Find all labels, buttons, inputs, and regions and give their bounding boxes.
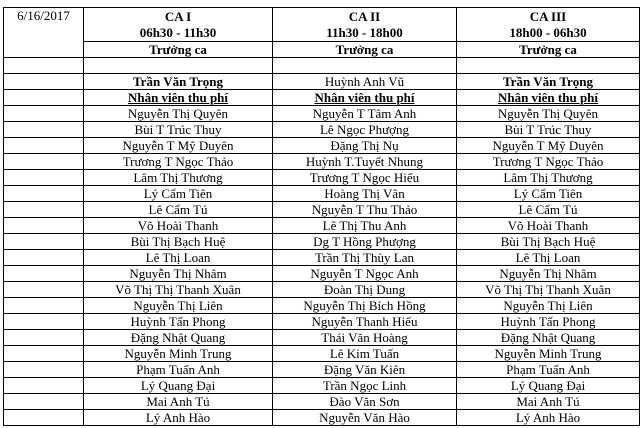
table-row [4,186,640,202]
staff-name-cell: Nguyễn Thị Quyên [457,106,640,122]
staff-name-cell: Lê Cẩm Tú [457,202,640,218]
section-row [4,90,640,106]
staff-name-cell: Đặng Nhật Quang [457,330,640,346]
table-row [4,330,640,346]
staff-name-cell: Đặng Thị Nụ [273,138,457,154]
staff-name-cell: Bùi Thị Bạch Huệ [457,234,640,250]
table-row [4,314,640,330]
table-row [4,378,640,394]
table-row [4,250,640,266]
staff-name-cell: Lê Thị Loan [84,250,273,266]
staff-name-cell: Nguyễn T Mỹ Duyên [457,138,640,154]
section-label-1: Nhân viên thu phí [84,90,273,106]
staff-name-cell: Trương T Ngọc Thảo [84,154,273,170]
staff-name-cell: Phạm Tuấn Anh [457,362,640,378]
table-row [4,218,640,234]
date-cell: 6/16/2017 [4,8,84,58]
table-row [4,266,640,282]
shift-2-lead: Huỳnh Anh Vũ [273,74,457,90]
shift-3-title: CA III [529,9,567,24]
shift-3-time: 18h00 - 06h30 [509,25,587,40]
staff-name-cell: Nguyễn T Tâm Anh [273,106,457,122]
staff-name-cell: Lê Thị Loan [457,250,640,266]
table-row [4,202,640,218]
staff-name-cell: Nguyễn Thị Bích Hồng [273,298,457,314]
staff-name-cell: Lý Anh Hào [457,410,640,426]
table-row [4,154,640,170]
staff-name-cell: Nguyễn Thị Nhâm [457,266,640,282]
staff-name-cell: Bùi Thị Bạch Huệ [84,234,273,250]
staff-name-cell: Lâm Thị Thương [457,170,640,186]
head-label-row [4,42,640,58]
staff-name-cell: Hoàng Thị Vân [273,186,457,202]
shift-schedule-table [3,7,640,426]
table-row [4,234,640,250]
staff-name-cell: Đào Văn Sơn [273,394,457,410]
staff-name-cell: Bùi T Trúc Thuy [457,122,640,138]
staff-name-cell: Lý Quang Đại [84,378,273,394]
shift-2-head-label: Trưởng ca [273,42,457,58]
shift-1-title: CA I [164,9,192,24]
staff-name-cell: Nguyễn Minh Trung [84,346,273,362]
staff-name-cell: Nguyễn Văn Hào [273,410,457,426]
shift-2-time: 11h30 - 18h00 [326,25,403,40]
table-row [4,298,640,314]
table-row [4,346,640,362]
table-row [4,138,640,154]
staff-name-cell: Nguyễn Thị Liên [457,298,640,314]
staff-name-cell: Thái Văn Hoàng [273,330,457,346]
table-row [4,282,640,298]
staff-name-cell: Đặng Nhật Quang [84,330,273,346]
staff-name-cell: Nguyễn Thanh Hiếu [273,314,457,330]
staff-name-cell: Nguyễn Thị Nhâm [84,266,273,282]
staff-name-cell: Trương T Ngọc Hiếu [273,170,457,186]
staff-name-cell: Huỳnh T.Tuyết Nhung [273,154,457,170]
table-row [4,410,640,426]
staff-name-cell: Lê Kim Tuấn [273,346,457,362]
shift-lead-row [4,74,640,90]
staff-name-cell: Lý Quang Đại [457,378,640,394]
staff-name-cell: Võ Hoài Thanh [84,218,273,234]
staff-name-cell: Mai Anh Tú [457,394,640,410]
blank-row [4,58,640,74]
staff-name-cell: Lý Anh Hào [84,410,273,426]
staff-name-cell: Lê Thị Thu Anh [273,218,457,234]
table-row [4,394,640,410]
staff-name-cell: Lê Ngọc Phượng [273,122,457,138]
staff-name-cell: Nguyễn T Ngọc Anh [273,266,457,282]
shift-3-head-label: Trưởng ca [457,42,640,58]
shift-1-header [84,8,273,42]
staff-name-cell: Mai Anh Tú [84,394,273,410]
section-label-3: Nhân viên thu phí [457,90,640,106]
shift-3-lead: Trần Văn Trọng [457,74,640,90]
staff-name-cell: Nguyễn T Mỹ Duyên [84,138,273,154]
staff-name-cell: Huỳnh Tấn Phong [457,314,640,330]
table-row [4,170,640,186]
staff-name-cell: Trương T Ngọc Thảo [457,154,640,170]
staff-name-cell: Võ Thị Thị Thanh Xuân [457,282,640,298]
shift-1-head-label: Trưởng ca [84,42,273,58]
staff-name-cell: Lê Cẩm Tú [84,202,273,218]
shift-1-lead: Trần Văn Trọng [84,74,273,90]
table-row [4,122,640,138]
staff-name-cell: Trần Thị Thùy Lan [273,250,457,266]
staff-name-cell: Lý Cẩm Tiên [457,186,640,202]
staff-name-cell: Võ Thị Thị Thanh Xuân [84,282,273,298]
table-row [4,362,640,378]
staff-name-cell: Phạm Tuấn Anh [84,362,273,378]
staff-name-cell: Trần Ngọc Linh [273,378,457,394]
shift-2-header [273,8,457,42]
staff-name-cell: Nguyễn Thị Liên [84,298,273,314]
table-row [4,106,640,122]
staff-name-cell: Lý Cẩm Tiên [84,186,273,202]
staff-name-cell: Nguyễn T Thu Thảo [273,202,457,218]
staff-name-cell: Nguyễn Minh Trung [457,346,640,362]
shift-2-title: CA II [348,9,381,24]
shift-3-header [457,8,640,42]
shift-1-time: 06h30 - 11h30 [139,25,217,40]
staff-name-cell: Bùi T Trúc Thuy [84,122,273,138]
header-row [4,8,640,42]
section-label-2: Nhân viên thu phí [273,90,457,106]
staff-name-cell: Đặng Văn Kiên [273,362,457,378]
staff-name-cell: Huỳnh Tấn Phong [84,314,273,330]
staff-name-cell: Võ Hoài Thanh [457,218,640,234]
staff-name-cell: Đoàn Thị Dung [273,282,457,298]
staff-name-cell: Nguyễn Thị Quyên [84,106,273,122]
staff-name-cell: Lâm Thị Thương [84,170,273,186]
staff-name-cell: Dg T Hồng Phượng [273,234,457,250]
